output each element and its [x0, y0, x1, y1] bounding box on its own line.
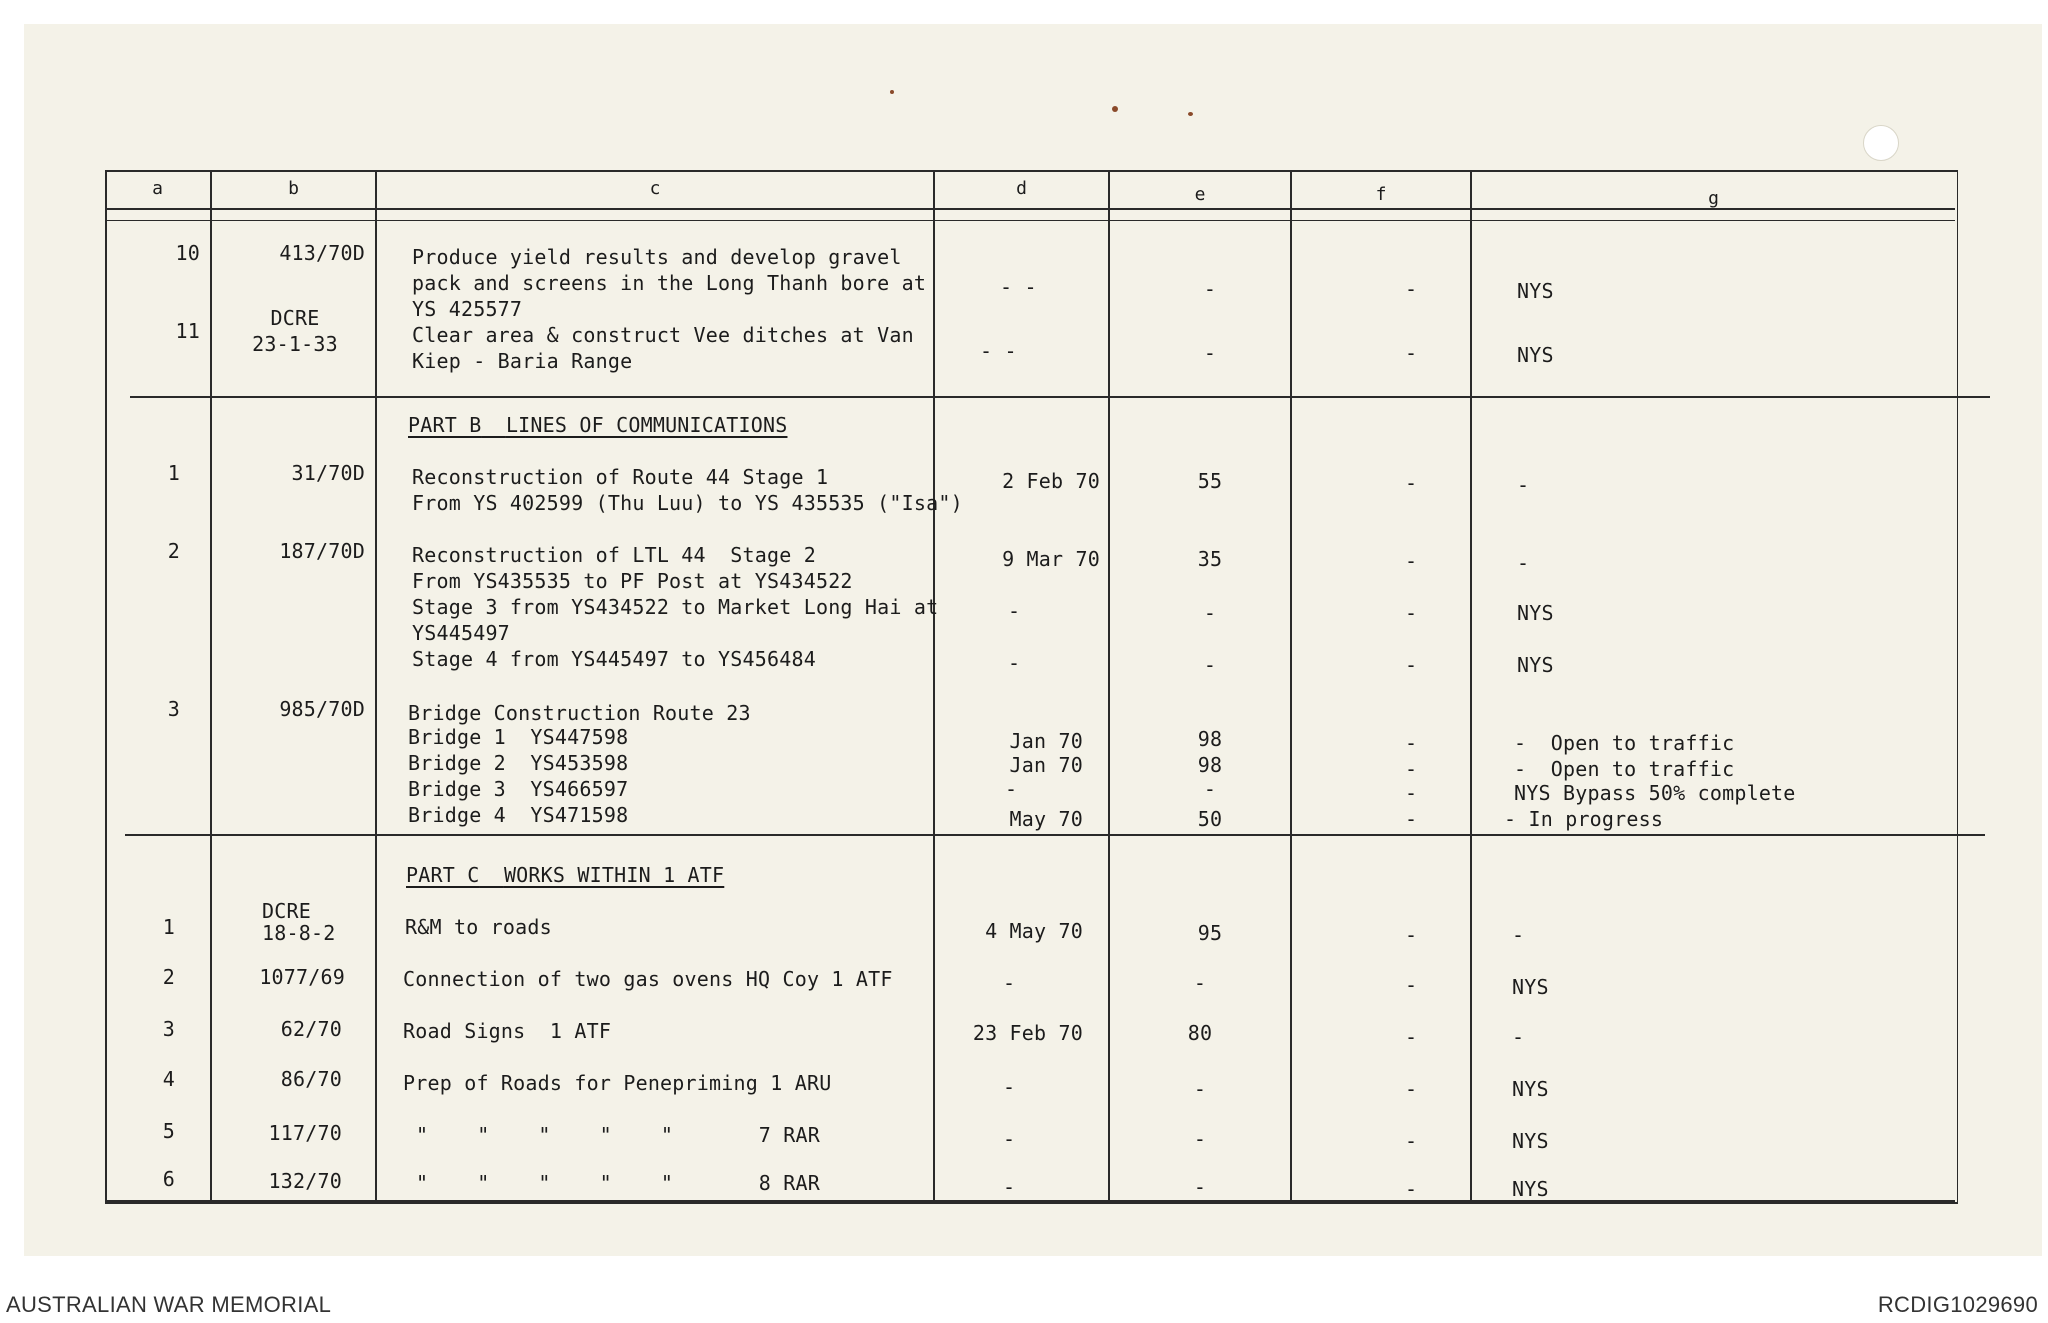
status-remark: - Open to traffic	[1514, 731, 1735, 755]
row-number: 3	[162, 1017, 175, 1041]
column-header-c: c	[649, 178, 661, 199]
status-remark: -	[1517, 551, 1530, 575]
section-heading	[408, 412, 787, 438]
start-date: - -	[1000, 275, 1037, 299]
column-header-g: g	[1708, 188, 1719, 209]
column-f-value: -	[1405, 1025, 1418, 1049]
file-reference-line: 23-1-33	[252, 332, 338, 356]
status-remark: -	[1512, 1025, 1525, 1049]
start-date: -	[1008, 599, 1021, 623]
paper-speck	[1112, 106, 1118, 112]
percent-complete: 80	[1187, 1021, 1213, 1045]
row-number: 2	[167, 539, 180, 563]
column-f-value: -	[1405, 731, 1418, 755]
column-divider	[933, 170, 935, 1202]
percent-complete: -	[1203, 653, 1217, 677]
column-f-value: -	[1405, 1129, 1418, 1153]
file-reference: 62/70	[280, 1017, 342, 1041]
status-remark: NYS	[1512, 1129, 1549, 1153]
task-description-line: Bridge 2 YS453598	[408, 751, 629, 775]
status-remark: NYS	[1512, 975, 1549, 999]
status-remark: NYS	[1517, 279, 1554, 303]
column-header-f: f	[1375, 184, 1387, 205]
task-description-line: " " " " " 7 RAR	[416, 1123, 820, 1147]
percent-complete: -	[1193, 1077, 1207, 1101]
column-divider	[1470, 170, 1472, 1202]
task-description-line: Stage 4 from YS445497 to YS456484	[412, 647, 816, 671]
task-description-line: From YS435535 to PF Post at YS434522	[412, 569, 853, 593]
start-date: 2 Feb 70	[1002, 469, 1100, 493]
start-date: -	[1008, 651, 1021, 675]
start-date: May 70	[1009, 807, 1083, 831]
section-divider	[125, 834, 1985, 836]
start-date: Jan 70	[1009, 729, 1083, 753]
row-number: 10	[175, 241, 200, 265]
column-f-value: -	[1405, 341, 1418, 365]
status-remark: -	[1517, 473, 1530, 497]
task-description-line: Road Signs 1 ATF	[403, 1019, 612, 1043]
row-number: 4	[162, 1067, 175, 1091]
column-f-value: -	[1405, 549, 1418, 573]
paper-speck	[1188, 112, 1193, 116]
status-remark: NYS Bypass 50% complete	[1514, 781, 1796, 805]
file-reference-line: DCRE	[270, 306, 320, 330]
file-reference: 985/70D	[279, 697, 365, 721]
task-description-line: R&M to roads	[405, 915, 552, 939]
column-f-value: -	[1405, 923, 1418, 947]
percent-complete: -	[1203, 777, 1217, 801]
task-description-line: Bridge 1 YS447598	[408, 725, 629, 749]
column-f-value: -	[1405, 807, 1418, 831]
archive-credit: AUSTRALIAN WAR MEMORIAL	[6, 1292, 332, 1317]
percent-complete: 55	[1197, 469, 1223, 493]
task-description-line: Produce yield results and develop gravel	[412, 245, 902, 269]
status-remark: NYS	[1512, 1177, 1549, 1201]
column-f-value: -	[1405, 781, 1418, 805]
start-date: -	[1003, 971, 1016, 995]
column-header-a: a	[152, 178, 163, 199]
task-description-line: pack and screens in the Long Thanh bore at	[412, 271, 927, 295]
row-number: 5	[162, 1119, 175, 1143]
file-reference: 117/70	[268, 1121, 342, 1145]
task-description-line: Clear area & construct Vee ditches at Van	[412, 323, 914, 347]
column-f-value: -	[1405, 973, 1418, 997]
status-remark: NYS	[1517, 653, 1554, 677]
table-frame	[105, 170, 1958, 1204]
file-reference: 132/70	[268, 1169, 342, 1193]
section-heading-prefix: PART C	[406, 863, 480, 887]
start-date: - -	[980, 339, 1017, 363]
paper-speck	[890, 90, 894, 94]
column-f-value: -	[1405, 601, 1418, 625]
percent-complete: 35	[1197, 547, 1223, 571]
row-number: 11	[175, 319, 200, 343]
start-date: -	[1003, 1075, 1016, 1099]
percent-complete: -	[1193, 1127, 1207, 1151]
column-divider	[1290, 170, 1292, 1202]
task-description-line: Reconstruction of LTL 44 Stage 2	[412, 543, 816, 567]
archive-reference-id: RCDIG1029690	[1877, 1292, 2038, 1317]
section-heading-title: WORKS WITHIN 1 ATF	[503, 863, 725, 887]
file-reference: 187/70D	[279, 539, 365, 563]
row-number: 3	[167, 697, 180, 721]
percent-complete: 95	[1197, 921, 1223, 945]
start-date: 4 May 70	[985, 919, 1083, 943]
table-bottom-line	[105, 1200, 1955, 1202]
row-number: 1	[162, 915, 175, 939]
column-header-e: e	[1194, 184, 1206, 205]
column-divider	[375, 170, 377, 1202]
start-date: Jan 70	[1009, 753, 1083, 777]
task-description-line: Bridge 4 YS471598	[408, 803, 629, 827]
task-description-line: YS 425577	[412, 297, 523, 321]
column-f-value: -	[1405, 653, 1418, 677]
column-header-d: d	[1016, 178, 1027, 199]
start-date: -	[1005, 777, 1018, 801]
punch-hole	[1863, 125, 1899, 161]
percent-complete: -	[1203, 277, 1217, 301]
section-divider	[130, 396, 1990, 398]
task-description-line: YS445497	[412, 621, 510, 645]
file-reference: 31/70D	[291, 461, 365, 485]
percent-complete: 98	[1197, 753, 1223, 777]
percent-complete: 98	[1197, 727, 1223, 751]
start-date: -	[1003, 1127, 1016, 1151]
status-remark: NYS	[1512, 1077, 1549, 1101]
column-f-value: -	[1405, 471, 1418, 495]
task-description-line: Bridge Construction Route 23	[408, 701, 751, 725]
start-date: -	[1003, 1175, 1016, 1199]
column-header-b: b	[288, 178, 299, 199]
section-heading	[406, 862, 724, 888]
task-description-line: Prep of Roads for Penepriming 1 ARU	[403, 1071, 832, 1095]
task-description-line: " " " " " 8 RAR	[416, 1171, 820, 1195]
task-description-line: From YS 402599 (Thu Luu) to YS 435535 ("Isa")	[412, 491, 963, 515]
section-heading-prefix: PART B	[408, 413, 482, 437]
percent-complete: -	[1203, 341, 1217, 365]
column-divider	[1108, 170, 1110, 1202]
file-reference: 413/70D	[279, 241, 365, 265]
task-description-line: Bridge 3 YS466597	[408, 777, 629, 801]
file-reference-line: DCRE	[262, 899, 311, 923]
file-reference: 86/70	[280, 1067, 342, 1091]
task-description-line: Connection of two gas ovens HQ Coy 1 ATF	[403, 967, 893, 991]
status-remark: - Open to traffic	[1514, 757, 1735, 781]
column-f-value: -	[1405, 757, 1418, 781]
section-heading-title: LINES OF COMMUNICATIONS	[505, 413, 788, 437]
column-f-value: -	[1405, 277, 1418, 301]
row-number: 2	[162, 965, 175, 989]
status-remark: NYS	[1517, 601, 1554, 625]
percent-complete: 50	[1197, 807, 1223, 831]
percent-complete: -	[1203, 601, 1217, 625]
column-f-value: -	[1405, 1077, 1418, 1101]
file-reference-line: 18-8-2	[262, 921, 336, 945]
column-f-value: -	[1405, 1177, 1418, 1201]
header-underline	[105, 220, 1955, 221]
file-reference: 1077/69	[259, 965, 345, 989]
row-number: 1	[167, 461, 180, 485]
start-date: 9 Mar 70	[1002, 547, 1100, 571]
percent-complete: -	[1193, 971, 1207, 995]
status-remark: - In progress	[1504, 807, 1664, 831]
column-divider	[210, 170, 212, 1202]
task-description-line: Reconstruction of Route 44 Stage 1	[412, 465, 829, 489]
percent-complete: -	[1193, 1175, 1207, 1199]
task-description-line: Stage 3 from YS434522 to Market Long Hai at	[412, 595, 939, 619]
row-number: 6	[162, 1167, 175, 1191]
task-description-line: Kiep - Baria Range	[412, 349, 633, 373]
start-date: 23 Feb 70	[972, 1021, 1083, 1045]
status-remark: -	[1512, 923, 1525, 947]
status-remark: NYS	[1517, 343, 1554, 367]
